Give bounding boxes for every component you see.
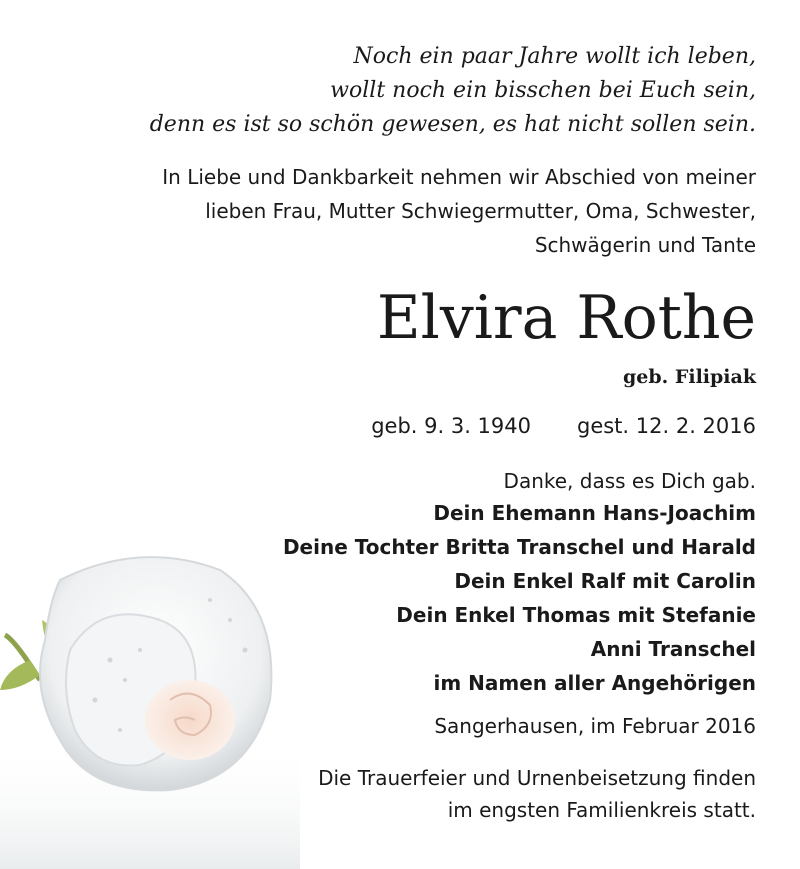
family-member: Dein Ehemann Hans-Joachim <box>433 501 756 525</box>
place-and-date: Sangerhausen, im Februar 2016 <box>434 714 756 738</box>
family-member: Deine Tochter Britta Transchel und Harald <box>282 535 756 559</box>
birth-date: geb. 9. 3. 1940 <box>371 414 531 438</box>
note-line: im engsten Familienkreis statt. <box>447 798 756 822</box>
death-date: gest. 12. 2. 2016 <box>576 414 756 438</box>
family-member: Dein Enkel Ralf mit Carolin <box>454 569 756 593</box>
thanks-line: Danke, dass es Dich gab. <box>503 469 756 493</box>
family-signatures <box>283 496 756 700</box>
funeral-note <box>318 762 756 826</box>
intro-line: In Liebe und Dankbarkeit nehmen wir Abschied von meiner <box>162 165 756 189</box>
poem-line: Noch ein paar Jahre wollt ich leben, <box>353 44 756 69</box>
poem <box>150 40 756 142</box>
note-line: Die Trauerfeier und Urnenbeisetzung finden <box>318 766 756 790</box>
family-member: Anni Transchel <box>590 637 756 661</box>
intro-line: Schwägerin und Tante <box>534 233 756 257</box>
family-member: im Namen aller Angehörigen <box>433 671 756 695</box>
poem-line: denn es ist so schön gewesen, es hat nicht sollen sein. <box>149 112 756 137</box>
white-rose-image <box>0 540 300 869</box>
maiden-name: geb. Filipiak <box>622 366 756 388</box>
deceased-name: Elvira Rothe <box>376 283 756 353</box>
family-member: Dein Enkel Thomas mit Stefanie <box>396 603 756 627</box>
intro-line: lieben Frau, Mutter Schwiegermutter, Oma, Schwester, <box>205 199 756 223</box>
intro-text <box>162 160 756 262</box>
life-dates <box>371 414 756 438</box>
poem-line: wollt noch ein bisschen bei Euch sein, <box>330 78 756 103</box>
